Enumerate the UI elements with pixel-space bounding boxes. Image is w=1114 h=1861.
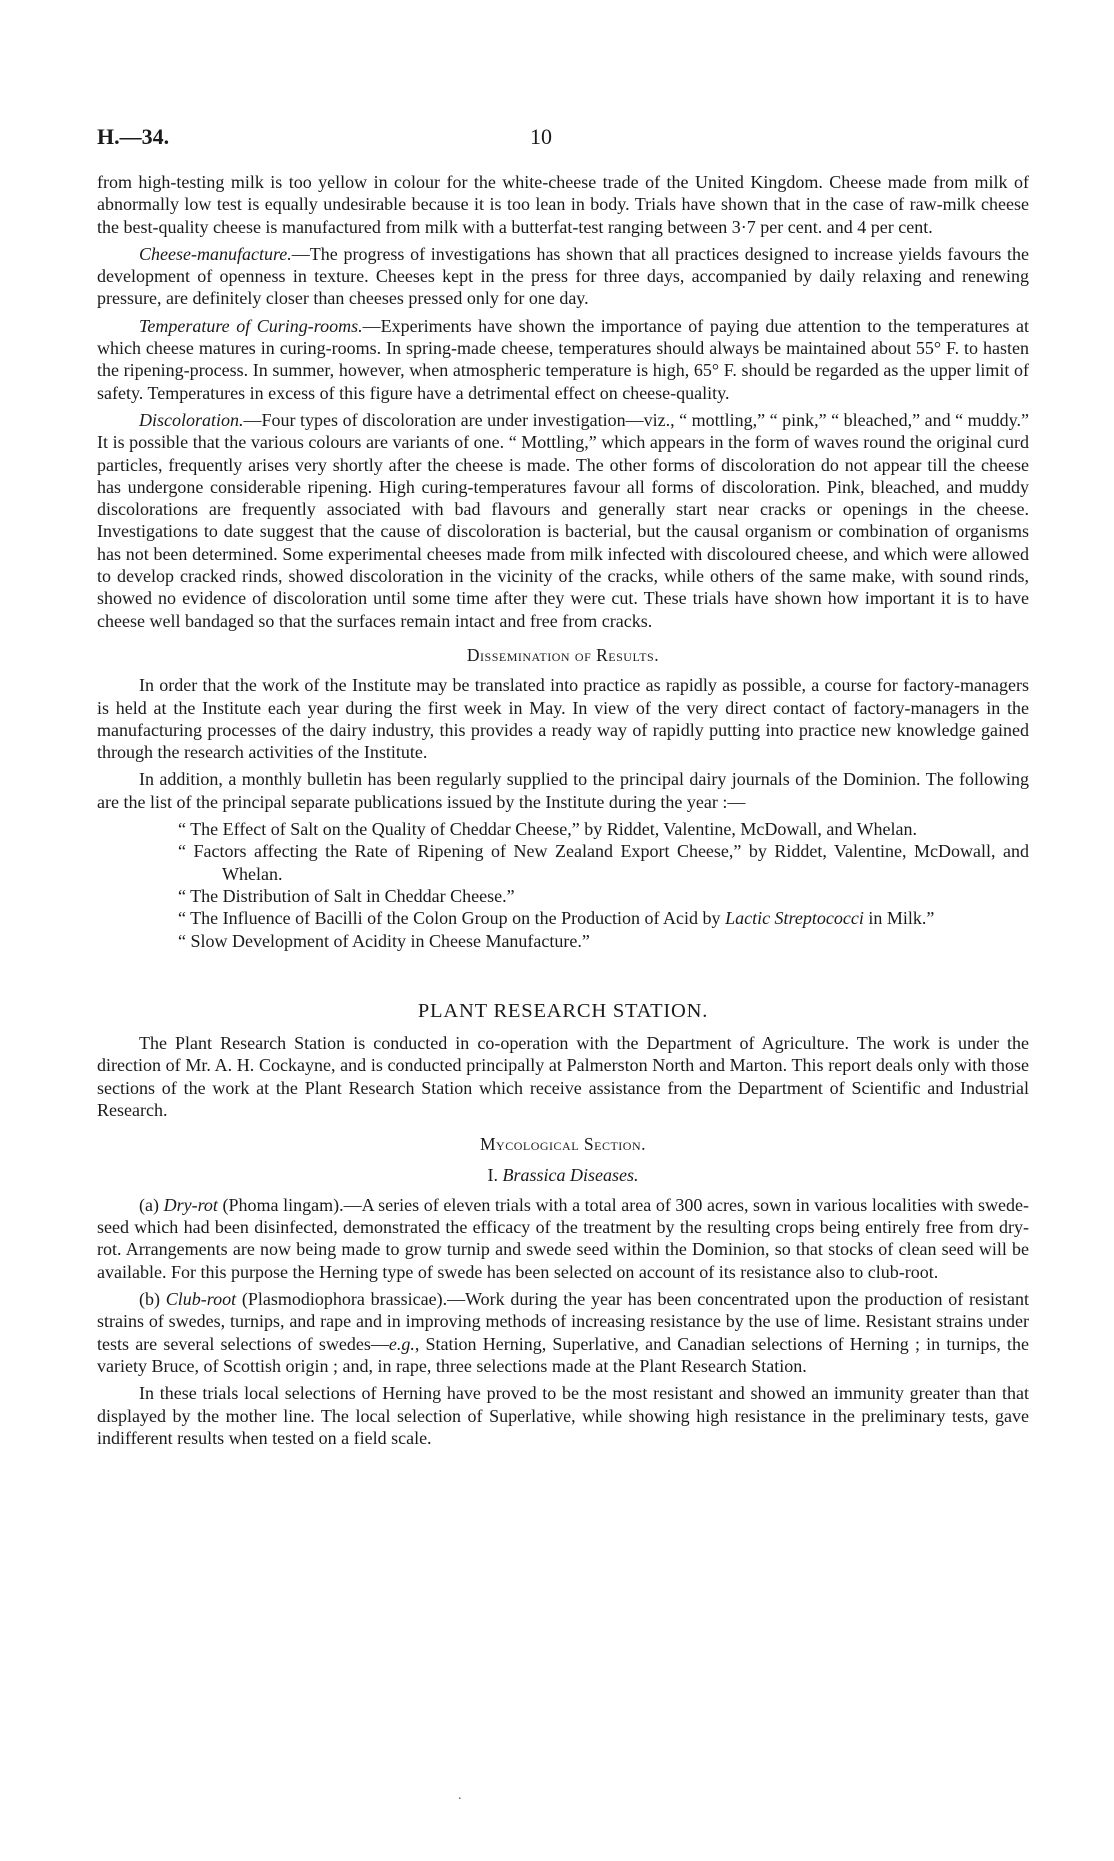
paragraph-body: —A series of eleven trials with a total area of 300 acres, sown in various localities with swede-seed which had been disinfected, demonstrated the efficacy of the treatment by the resulting crops being entirely free from dry-rot. Arrangements are now being made to grow turnip and swede seed within the Dominion, so that stocks of clean seed will be available. For this purpose the Herning type of swede has been selected on account of its resistance also to club-root. bbox=[97, 1194, 1029, 1282]
runin-heading: Cheese-manufacture. bbox=[139, 243, 292, 264]
publication-item: “ Factors affecting the Rate of Ripening of New Zealand Export Cheese,” by Riddet, Valentine, McDowall, and Whelan. bbox=[178, 841, 1029, 884]
paragraph-milk-test: from high-testing milk is too yellow in colour for the white-cheese trade of the United Kingdom. Cheese made from milk of abnormally low test is equally undesirable because it is too lean in body. Trials have shown that in the case of raw-milk cheese the best-quality cheese is manufactured from milk with a butterfat-test ranging between 3·7 per cent. and 4 per cent. bbox=[97, 172, 1029, 237]
paragraph-club-root bbox=[97, 1288, 1029, 1377]
brassica-heading bbox=[97, 1164, 1029, 1186]
footer-mark: . bbox=[458, 1788, 462, 1803]
dissemination-heading: Dissemination of Results. bbox=[466, 644, 660, 665]
publication-text: in Milk.” bbox=[863, 908, 935, 929]
latin-name: (Phoma lingam). bbox=[217, 1194, 344, 1215]
brassica-title: Brassica Diseases. bbox=[502, 1164, 639, 1185]
paragraph-body: —Work during the year has been concentrated upon the production of resistant strains of swedes, turnips, and rape and in improving methods of increasing resistance by the use of lime. Resistant strains under tests are several selections of swedes— bbox=[97, 1289, 1029, 1354]
publication-item: “ Slow Development of Acidity in Cheese Manufacture.” bbox=[178, 930, 590, 951]
publication-text: “ The Influence of Bacilli of the Colon Group on the Production of Acid by bbox=[178, 908, 726, 929]
mycological-heading: Mycological Section. bbox=[479, 1134, 647, 1155]
latin-name: (Plasmodiophora brassicae). bbox=[236, 1289, 448, 1310]
paragraph-bulletin: In addition, a monthly bulletin has been regularly supplied to the principal dairy journals of the Dominion. The following are the list of the principal separate publications issued by the Institute during the year :— bbox=[97, 769, 1029, 812]
runin-heading: Club-root bbox=[165, 1289, 237, 1310]
page-content bbox=[97, 171, 1029, 1454]
page-number: 10 bbox=[530, 124, 552, 149]
publications-list bbox=[97, 818, 1029, 952]
runin-heading: Dry-rot bbox=[163, 1194, 218, 1215]
publication-italic-text: Lactic Streptococci bbox=[725, 908, 864, 929]
abbreviation: e.g. bbox=[388, 1333, 415, 1354]
paragraph-factory-course: In order that the work of the Institute may be translated into practice as rapidly as possible, a course for factory-managers is held at the Institute each year during the first week in May. In view of the very direct contact of factory-managers in the manufacturing processes of the dairy industry, this provides a ready way of rapidly putting into practice new knowledge gained through the research activities of the Institute. bbox=[97, 675, 1029, 763]
paragraph-dry-rot bbox=[97, 1194, 1029, 1283]
paragraph-cheese-manufacture bbox=[97, 243, 1029, 310]
plant-research-heading: PLANT RESEARCH STATION. bbox=[417, 999, 709, 1022]
paragraph-curing-temperature bbox=[97, 315, 1029, 404]
runin-heading: Discoloration. bbox=[139, 409, 244, 430]
paragraph-plant-station: The Plant Research Station is conducted in co-operation with the Department of Agriculture. The work is under the direction of Mr. A. H. Cockayne, and is conducted principally at Palmerston North and Marton. This report deals only with those sections of the work at the Plant Research Station which receive assistance from the Department of Scientific and Industrial Research. bbox=[97, 1033, 1029, 1120]
runin-heading: Temperature of Curing-rooms. bbox=[139, 315, 363, 336]
report-reference: H.—34. bbox=[97, 124, 170, 149]
brassica-number: I. bbox=[487, 1164, 503, 1185]
item-label: (a) bbox=[139, 1194, 164, 1215]
paragraph-body: —Experiments have shown the importance of paying due attention to the temperatures at which cheese matures in curing-rooms. In spring-made cheese, temperatures should always be maintained about 55° F. to hasten the ripening-process. In summer, however, when atmospheric temperature is high, 65° F. should be regarded as the upper limit of safety. Temperatures in excess of this figure have a detrimental effect on cheese-quality. bbox=[97, 315, 1030, 403]
paragraph-body: —The progress of investigations has shown that all practices designed to increase yields favours the development of openness in texture. Cheeses kept in the press for three days, accompanied by daily relaxing and renewing pressure, are definitely closer than cheeses pressed only for one day. bbox=[97, 243, 1029, 309]
paragraph-herning-trials: In these trials local selections of Herning have proved to be the most resistant and showed an immunity greater than that displayed by the mother line. The local selection of Superlative, while showing high resistance in the preliminary tests, gave indifferent results when tested on a field scale. bbox=[97, 1383, 1029, 1448]
paragraph-body: , Station Herning, Superlative, and Canadian selections of Herning ; in turnips, the variety Bruce, of Scottish origin ; and, in rape, three selections made at the Plant Research Station. bbox=[97, 1333, 1029, 1376]
paragraph-discoloration bbox=[97, 409, 1029, 632]
page-header bbox=[97, 124, 1027, 154]
publication-item: “ The Effect of Salt on the Quality of Cheddar Cheese,” by Riddet, Valentine, McDowall, and Whelan. bbox=[178, 819, 917, 840]
paragraph-body: —Four types of discoloration are under investigation—viz., “ mottling,” “ pink,” “ bleached,” and “ muddy.” It is possible that the various colours are variants of one. “ Mottling,” which appears in the form of waves round the original curd particles, frequently arises very shortly after the cheese is made. The other forms of discoloration do not appear till the cheese has undergone considerable ripening. High curing-temperatures favour all forms of discoloration. Pink, bleached, and muddy discolorations are frequently associated with bad flavours and generally start near cracks or openings in the cheese. Investigations to date suggest that the cause of discoloration is bacterial, but the causal organism or combination of organisms has not been determined. Some experimental cheeses made from milk infected with discoloured cheese, and which were allowed to develop cracked rinds, showed discoloration in the vicinity of the cracks, while others of the same make, with sound rinds, showed no evidence of discoloration until some time after they were cut. These trials have shown how important it is to have cheese well bandaged so that the surfaces remain intact and free from cracks. bbox=[97, 409, 1029, 631]
item-label: (b) bbox=[139, 1289, 166, 1310]
publication-item bbox=[97, 907, 1029, 929]
publication-item: “ The Distribution of Salt in Cheddar Cheese.” bbox=[178, 885, 515, 906]
